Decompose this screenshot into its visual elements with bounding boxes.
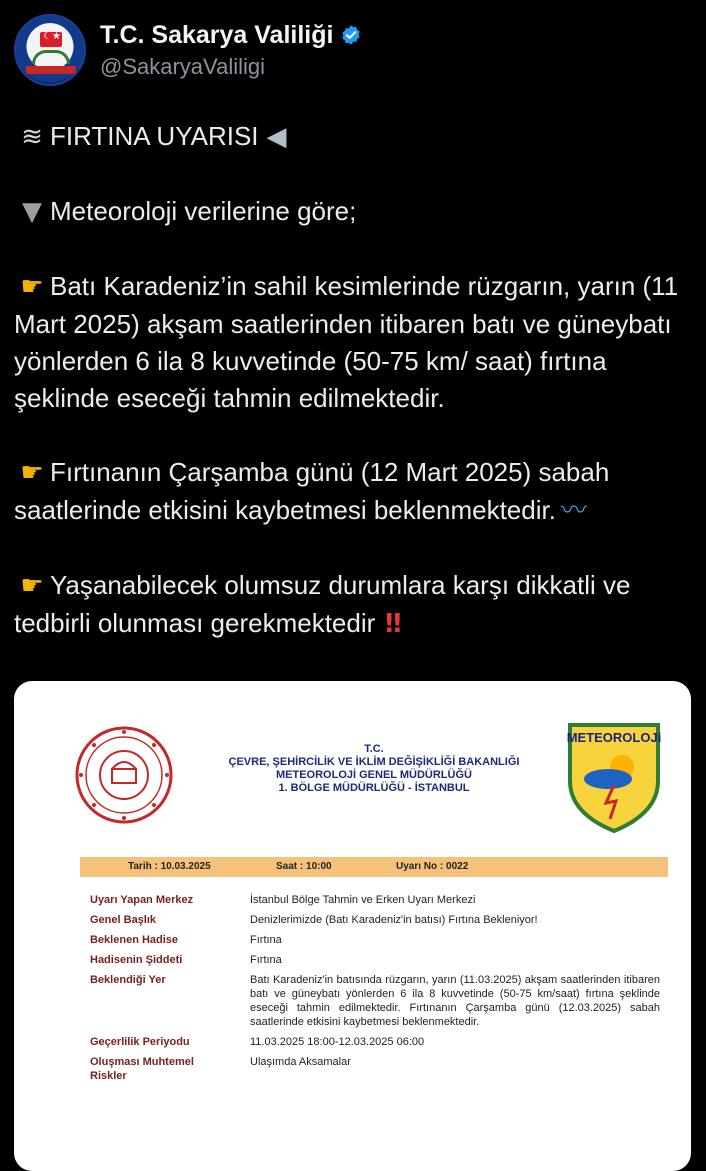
paragraph-text: Batı Karadeniz’in sahil kesimlerinde rüzgarın, yarın (11 Mart 2025) akşam saatlerinden itibaren batı ve güneybatı yönlerden 6 ila 8 kuvvetinde (50-75 km/ saat) fırtına şeklinde eseceği tahmin edilmektedir. [14, 271, 679, 413]
water-wave-icon: 〰 [560, 496, 587, 526]
building-icon [32, 50, 70, 64]
meteoroloji-logo-icon [566, 721, 662, 833]
display-name[interactable]: T.C. Sakarya Valiliği [100, 20, 334, 49]
detail-value: Fırtına [250, 954, 282, 966]
title-line: METEOROLOJİ GENEL MÜDÜRLÜĞÜ [276, 769, 472, 781]
warning-number: Uyarı No : 0022 [396, 861, 469, 872]
account-handle[interactable]: @SakaryaValiligi [100, 53, 265, 79]
detail-label: Uyarı Yapan Merkez [90, 894, 194, 906]
tweet-headline: FIRTINA UYARISI [50, 121, 259, 151]
tweet-paragraph-3 [14, 567, 694, 643]
turkish-flag-icon [40, 32, 62, 47]
detail-label: Geçerlilik Periyodu [90, 1036, 190, 1048]
detail-value: Fırtına [250, 934, 282, 946]
account-names [100, 21, 362, 80]
tornado-icon: ▼ [22, 197, 42, 227]
detail-row [90, 953, 660, 967]
pointing-hand-icon: ☛ [20, 272, 44, 302]
title-line: T.C. [364, 743, 384, 755]
attached-warning-document[interactable] [14, 681, 691, 1171]
title-line: 1. BÖLGE MÜDÜRLÜĞÜ - İSTANBUL [278, 782, 470, 794]
tweet-header [14, 14, 362, 86]
tweet-headline-line [14, 118, 694, 156]
tweet-intro: Meteoroloji verilerine göre; [50, 196, 357, 226]
detail-value: Denizlerimizde (Batı Karadeniz'in batısı) Fırtına Bekleniyor! [250, 914, 538, 926]
detail-row [90, 973, 660, 1029]
title-line: ÇEVRE, ŞEHİRCİLİK VE İKLİM DEĞİŞİKLİĞİ BAKANLIĞI [228, 756, 520, 768]
detail-label: Beklenen Hadise [90, 934, 179, 946]
detail-row [90, 1055, 660, 1083]
pointing-hand-icon: ☛ [20, 458, 44, 488]
ministry-seal-icon [74, 725, 174, 825]
detail-row [90, 933, 660, 947]
detail-value: Batı Karadeniz'in batısında rüzgarın, yarın (11.03.2025) akşam saatlerinden itibaren batı ve güneybatı yönlerden 6 ila 8 kuvvetinde (50-75 km/saat) fırtına şeklinde eseceği tahmin edilmektedir. Fırtınanın Çarşamba günü (12.03.2025) sabah saatlerinde etkisini kaybetmesi beklenmektedir. [250, 974, 660, 1028]
document-title [214, 743, 534, 795]
warning-details [90, 893, 660, 1089]
detail-value: 11.03.2025 18:00-12.03.2025 06:00 [250, 1036, 425, 1048]
dash-wind-icon: ≋ [21, 122, 43, 152]
detail-value: İstanbul Bölge Tahmin ve Erken Uyarı Merkezi [250, 894, 476, 906]
account-avatar[interactable] [14, 14, 86, 86]
detail-row [90, 913, 660, 927]
warning-time: Saat : 10:00 [276, 861, 332, 872]
pointing-hand-icon: ☛ [20, 571, 44, 601]
paragraph-text: Yaşanabilecek olumsuz durumlara karşı dikkatli ve tedbirli olunması gerekmektedir [14, 570, 631, 638]
detail-label: Oluşması Muhtemel Riskler [90, 1056, 194, 1082]
paragraph-text: Fırtınanın Çarşamba günü (12 Mart 2025) sabah saatlerinde etkisini kaybetmesi beklenmektedir. [14, 457, 610, 525]
logo-text: METEOROLOJi [566, 730, 662, 745]
detail-label: Hadisenin Şiddeti [90, 954, 183, 966]
tweet-text [14, 118, 694, 643]
detail-row [90, 1035, 660, 1049]
tweet-paragraph-1 [14, 268, 694, 417]
detail-value: Ulaşımda Aksamalar [250, 1056, 351, 1068]
warning-meta-bar [80, 857, 668, 877]
tweet-intro-line [14, 193, 694, 231]
megaphone-icon: ◀ [266, 122, 287, 152]
detail-row [90, 893, 660, 907]
ribbon-icon [26, 66, 76, 74]
detail-label: Genel Başlık [90, 914, 157, 926]
warning-date: Tarih : 10.03.2025 [128, 861, 211, 872]
verified-badge-icon [340, 24, 362, 46]
tweet-paragraph-2 [14, 454, 694, 530]
detail-label: Beklendiği Yer [90, 974, 166, 986]
double-exclamation-icon: ‼ [385, 609, 402, 639]
